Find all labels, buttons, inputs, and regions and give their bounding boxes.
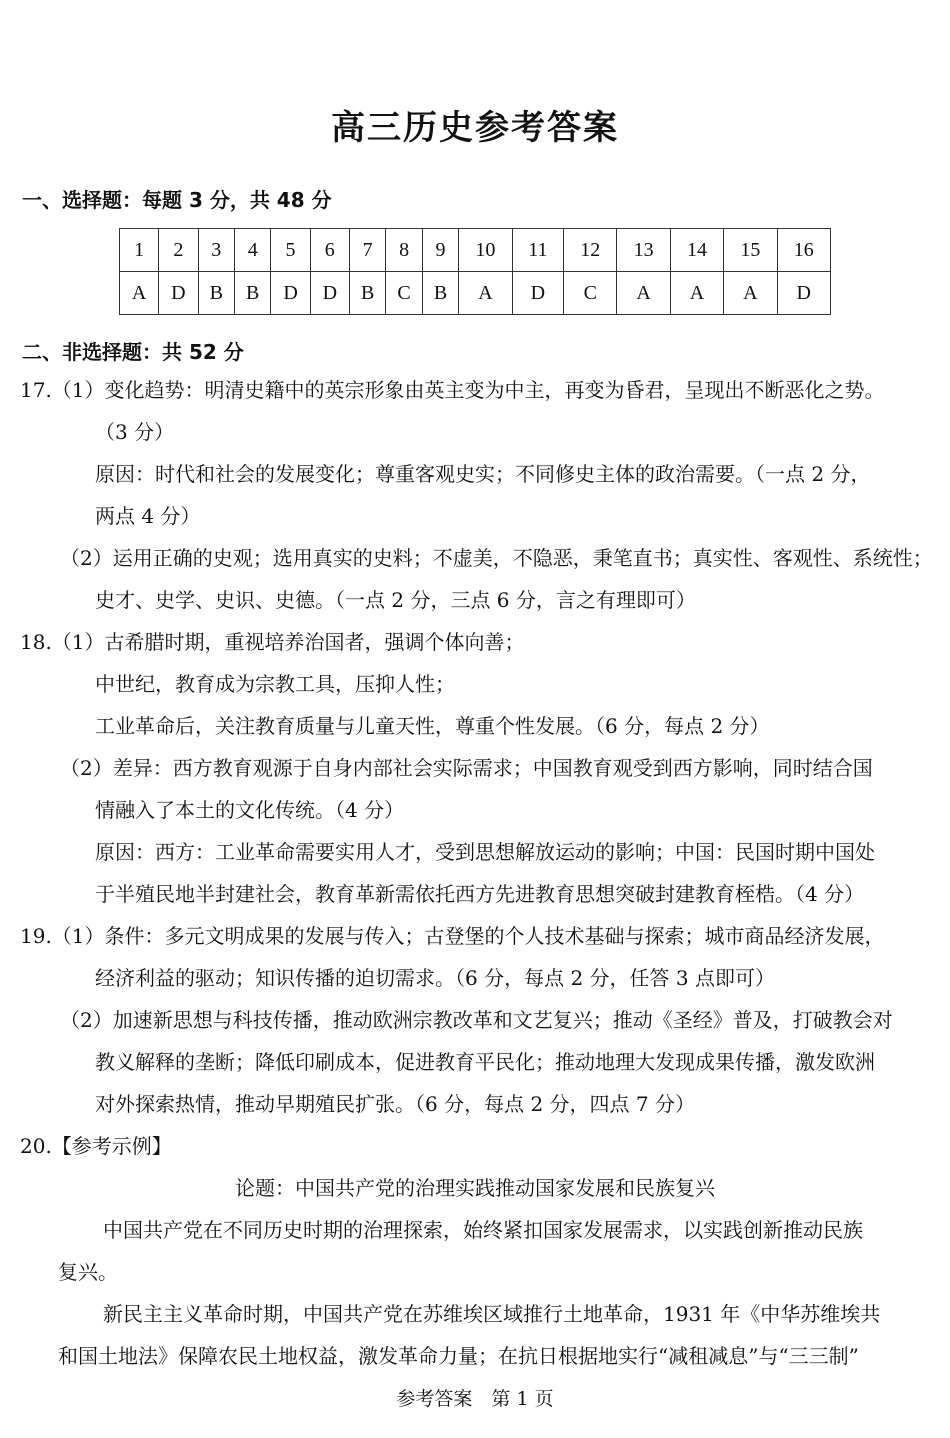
text-line: 中世纪，教育成为宗教工具，压抑人性； [95, 672, 455, 696]
answer-cell: D [777, 272, 830, 315]
question-number-cell: 1 [120, 229, 159, 272]
text-line: 经济利益的驱动；知识传播的迫切需求。（6 分，每点 2 分，任答 3 点即可） [95, 966, 775, 990]
question-number-cell: 12 [564, 229, 617, 272]
section-heading-nonchoice: 二、非选择题：共 52 分 [22, 340, 244, 364]
text-line: 两点 4 分） [95, 504, 201, 528]
text-line: 对外探索热情，推动早期殖民扩张。（6 分，每点 2 分，四点 7 分） [95, 1092, 695, 1116]
text-line: 和国土地法》保障农民土地权益，激发革命力量；在抗日根据地实行“减租减息”与“三三制” [58, 1344, 859, 1368]
text-line: 中国共产党在不同历史时期的治理探索，始终紧扣国家发展需求，以实践创新推动民族 [103, 1218, 863, 1242]
text-line: 教义解释的垄断；降低印刷成本，促进教育平民化；推动地理大发现成果传播，激发欧洲 [95, 1050, 875, 1074]
text-line: 新民主主义革命时期，中国共产党在苏维埃区域推行土地革命，1931 年《中华苏维埃共 [103, 1302, 881, 1326]
question-number-cell: 9 [422, 229, 458, 272]
answer-cell: A [617, 272, 670, 315]
question-number-cell: 8 [386, 229, 422, 272]
question-number-cell: 7 [349, 229, 385, 272]
question-number-row [120, 229, 831, 272]
question-number-cell: 4 [234, 229, 270, 272]
answer-table [119, 228, 831, 315]
answer-row [120, 272, 831, 315]
answer-cell: C [564, 272, 617, 315]
text-line: 原因：时代和社会的发展变化；尊重客观史实；不同修史主体的政治需要。（一点 2 分， [95, 462, 871, 486]
page-footer: 参考答案 第 1 页 [396, 1388, 554, 1410]
text-line: 于半殖民地半封建社会，教育革新需依托西方先进教育思想突破封建教育桎梏。（4 分） [95, 882, 865, 906]
answer-cell: A [459, 272, 512, 315]
question-number-cell: 14 [670, 229, 723, 272]
answer-cell: C [386, 272, 422, 315]
answer-cell: D [310, 272, 349, 315]
essay-topic: 论题：中国共产党的治理实践推动国家发展和民族复兴 [235, 1176, 715, 1200]
answer-cell: D [271, 272, 310, 315]
page-title: 高三历史参考答案 [331, 108, 619, 148]
answer-cell: D [159, 272, 198, 315]
answer-cell: A [670, 272, 723, 315]
text-line: （2）差异：西方教育观源于自身内部社会实际需求；中国教育观受到西方影响，同时结合国 [60, 756, 873, 780]
answer-cell: D [512, 272, 563, 315]
answer-cell: A [120, 272, 159, 315]
question-number-cell: 11 [512, 229, 563, 272]
text-line: 工业革命后，关注教育质量与儿童天性，尊重个性发展。（6 分，每点 2 分） [95, 714, 770, 738]
answer-cell: B [234, 272, 270, 315]
text-line: 18.（1）古希腊时期，重视培养治国者，强调个体向善； [20, 630, 525, 654]
question-number-cell: 5 [271, 229, 310, 272]
question-number-cell: 6 [310, 229, 349, 272]
text-line: 19.（1）条件：多元文明成果的发展与传入；古登堡的个人技术基础与探索；城市商品经济发展， [20, 924, 885, 948]
question-number-cell: 13 [617, 229, 670, 272]
answer-cell: B [422, 272, 458, 315]
text-line: 复兴。 [58, 1260, 118, 1284]
text-line: 17.（1）变化趋势：明清史籍中的英宗形象由英主变为中主，再变为昏君，呈现出不断恶化之势。 [20, 378, 885, 402]
question-number-cell: 2 [159, 229, 198, 272]
answer-cell: A [724, 272, 777, 315]
text-line: （3 分） [95, 420, 175, 444]
text-line: 史才、史学、史识、史德。（一点 2 分，三点 6 分，言之有理即可） [95, 588, 696, 612]
text-line: 情融入了本土的文化传统。（4 分） [95, 798, 405, 822]
question-number-cell: 3 [198, 229, 234, 272]
text-line: （2）运用正确的史观；选用真实的史料；不虚美，不隐恶，秉笔直书；真实性、客观性、系统性； [60, 546, 933, 570]
text-line: 20.【参考示例】 [20, 1134, 172, 1158]
question-number-cell: 10 [459, 229, 512, 272]
question-number-cell: 15 [724, 229, 777, 272]
text-line: （2）加速新思想与科技传播，推动欧洲宗教改革和文艺复兴；推动《圣经》普及，打破教会对 [60, 1008, 893, 1032]
question-number-cell: 16 [777, 229, 830, 272]
answer-cell: B [198, 272, 234, 315]
answer-cell: B [349, 272, 385, 315]
section-heading-choice: 一、选择题：每题 3 分，共 48 分 [22, 188, 332, 212]
text-line: 原因：西方：工业革命需要实用人才，受到思想解放运动的影响；中国：民国时期中国处 [95, 840, 875, 864]
